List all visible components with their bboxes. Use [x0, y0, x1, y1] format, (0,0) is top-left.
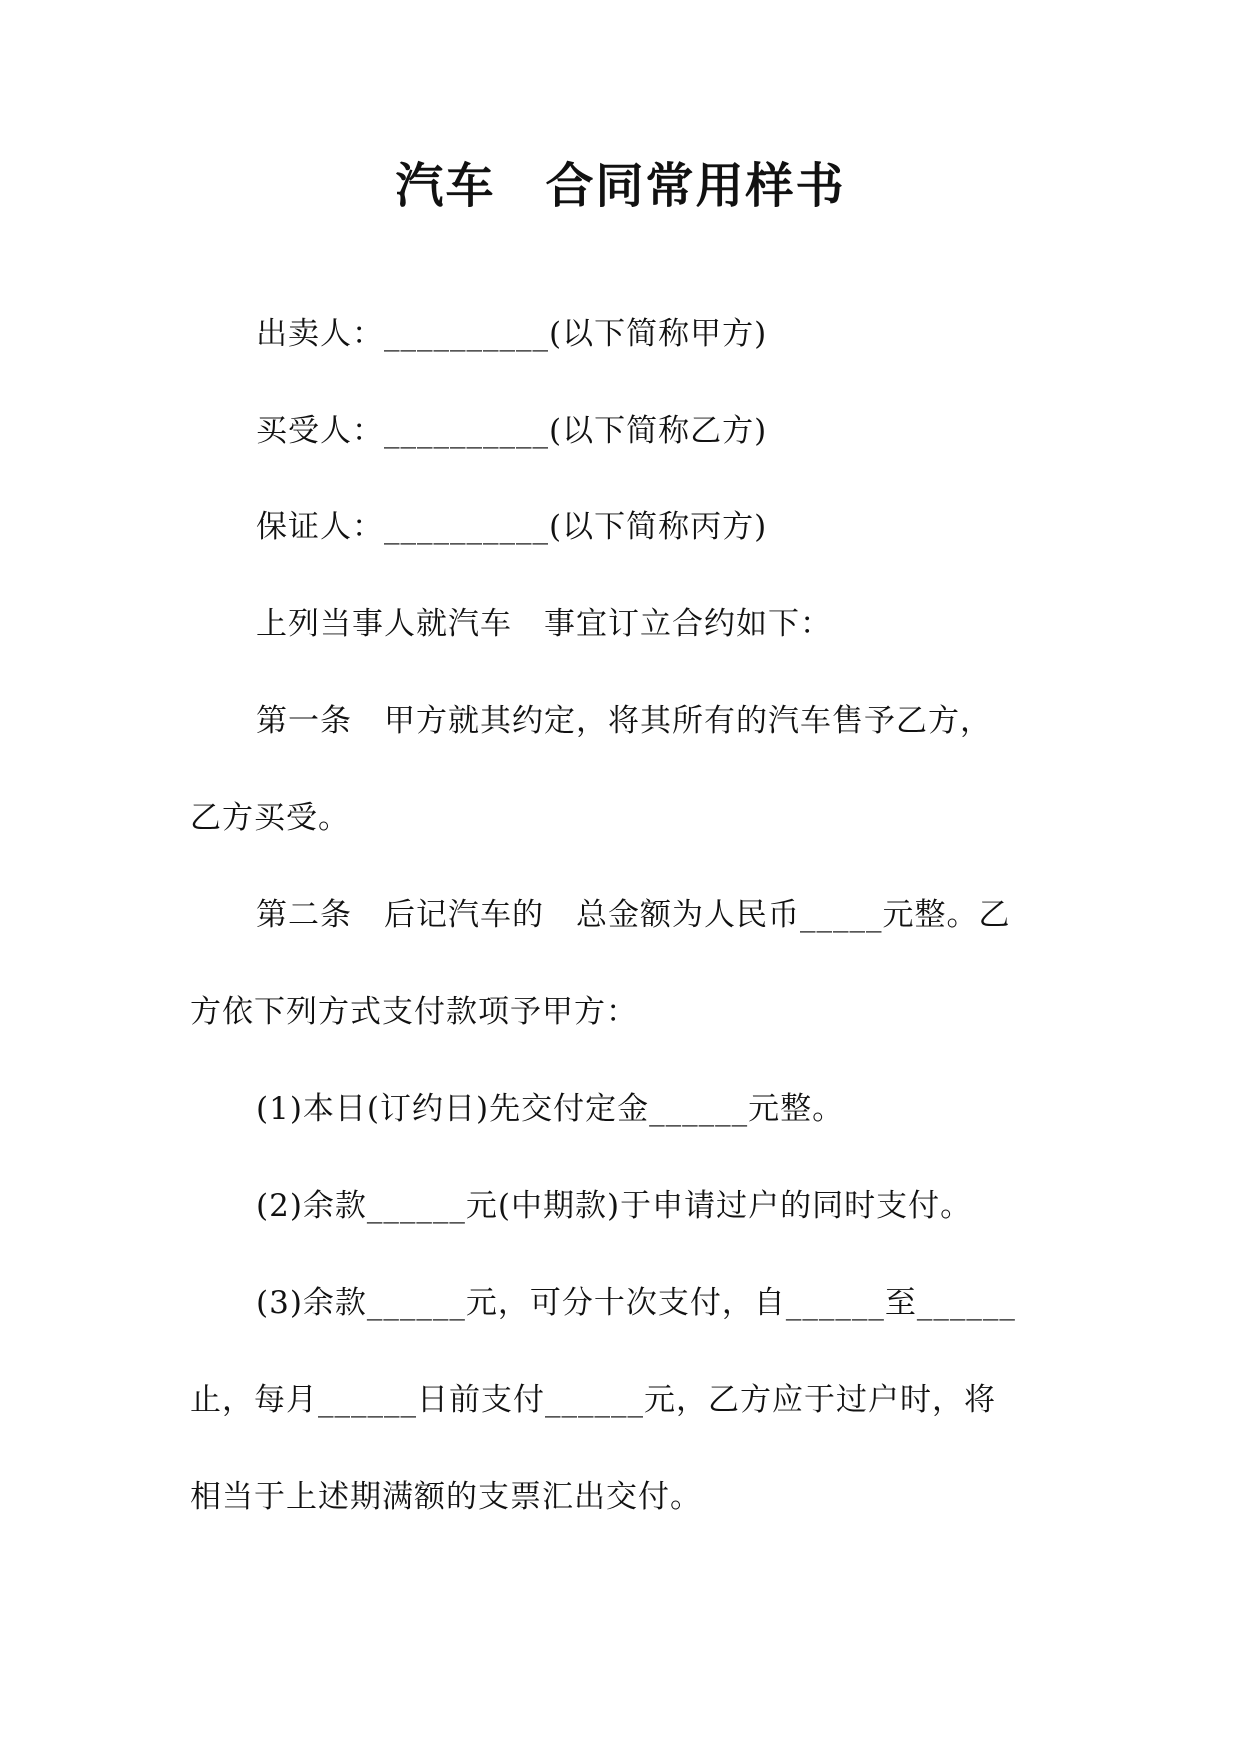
payment-item-3-line-2: 止，每月______日前支付______元，乙方应于过户时，将: [190, 1382, 996, 1418]
payment-item-2: (2)余款______元(中期款)于申请过户的同时支付。: [256, 1188, 973, 1224]
article-2-line-1: 第二条 后记汽车的 总金额为人民币_____元整。乙: [256, 897, 1011, 933]
buyer-line: 买受人：__________(以下简称乙方): [256, 413, 768, 449]
article-2-line-2: 方依下列方式支付款项予甲方：: [190, 994, 638, 1030]
article-1-line-1: 第一条 甲方就其约定，将其所有的汽车售予乙方，: [256, 703, 992, 739]
seller-line: 出卖人：__________(以下简称甲方): [256, 316, 768, 352]
payment-item-1: (1)本日(订约日)先交付定金______元整。: [256, 1091, 845, 1127]
article-1-line-2: 乙方买受。: [190, 800, 350, 836]
guarantor-line: 保证人：__________(以下简称丙方): [256, 509, 768, 545]
payment-item-3-line-1: (3)余款______元，可分十次支付，自______至______: [256, 1285, 1016, 1321]
payment-item-3-line-3: 相当于上述期满额的支票汇出交付。: [190, 1479, 702, 1515]
preamble-line: 上列当事人就汽车 事宜订立合约如下：: [256, 606, 832, 642]
document-title: 汽车 合同常用样书: [395, 158, 846, 214]
